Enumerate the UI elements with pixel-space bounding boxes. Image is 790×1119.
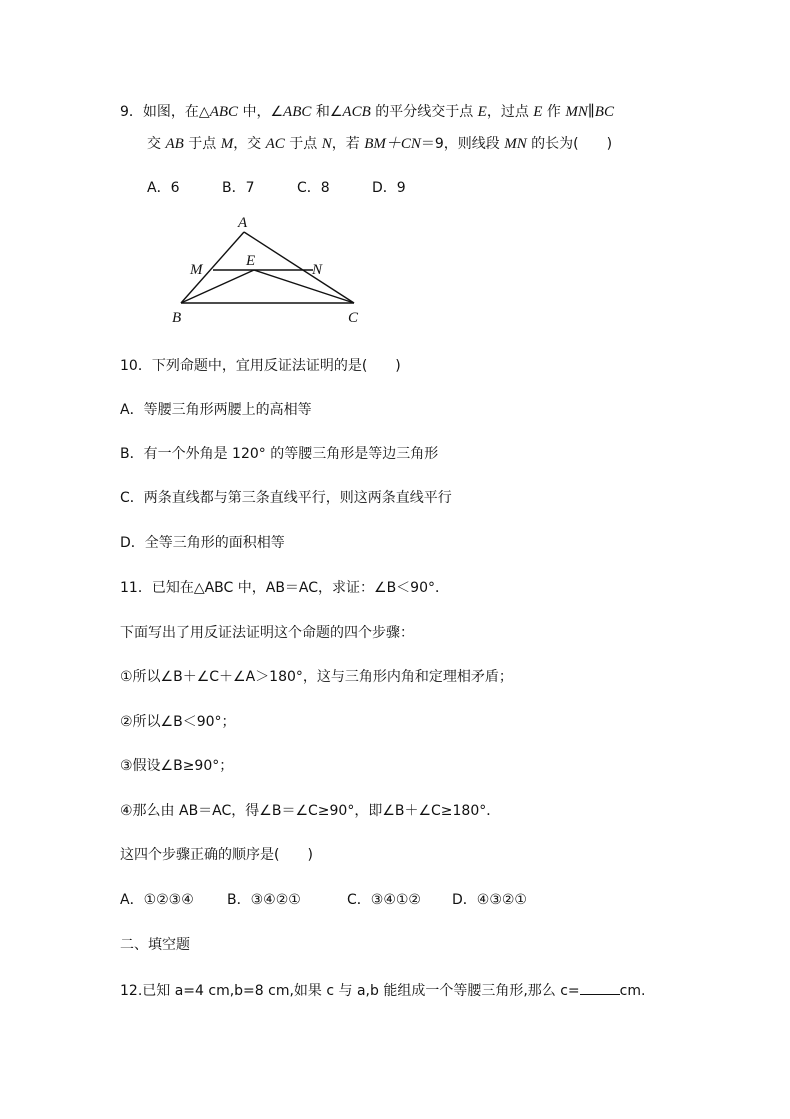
section-title-fill-in: 二、填空题: [120, 937, 190, 953]
q9-option-c: C．8: [297, 180, 330, 196]
label-c: C: [348, 310, 359, 326]
triangle-figure: [160, 205, 380, 335]
q9-stem-line2: 交 AB 于点 M，交 AC 于点 N，若 BM＋CN＝9，则线段 MN 的长为( ): [147, 136, 613, 152]
segment-ce: [254, 270, 354, 303]
side-ac: [244, 232, 354, 303]
q9-option-d: D．9: [372, 180, 406, 196]
q11-stem: 11．已知在△ABC 中，AB＝AC，求证：∠B＜90°．: [120, 580, 449, 596]
q10-option-a: A．等腰三角形两腰上的高相等: [120, 402, 312, 418]
label-a: A: [238, 215, 248, 231]
q11-step-3: ③假设∠B≥90°；: [120, 758, 234, 774]
q9-options: [147, 178, 406, 198]
q11-step-1: ①所以∠B＋∠C＋∠A＞180°，这与三角形内角和定理相矛盾；: [120, 669, 513, 685]
q9-option-a: A．6: [147, 180, 180, 196]
q10-stem: 10．下列命题中，宜用反证法证明的是( ): [120, 358, 401, 374]
label-b: B: [172, 310, 182, 326]
label-n: N: [312, 262, 323, 278]
label-e: E: [246, 253, 256, 269]
q11-options: [120, 890, 527, 910]
q9-stem-line1: 9．如图，在△ABC 中，∠ABC 和∠ACB 的平分线交于点 E，过点 E 作 MN∥BC: [120, 104, 614, 120]
q10-option-c: C．两条直线都与第三条直线平行，则这两条直线平行: [120, 490, 452, 506]
q11-question: 这四个步骤正确的顺序是( ): [120, 847, 313, 863]
q11-intro: 下面写出了用反证法证明这个命题的四个步骤：: [120, 625, 414, 641]
q9-option-b: B．7: [222, 180, 255, 196]
q10-option-b: B．有一个外角是 120° 的等腰三角形是等边三角形: [120, 446, 439, 462]
q11-step-2: ②所以∠B＜90°；: [120, 714, 236, 730]
q11-option-d: D．④③②①: [452, 892, 527, 908]
label-m: M: [190, 262, 203, 278]
q11-option-c: C．③④①②: [347, 892, 421, 908]
q11-option-b: B．③④②①: [227, 892, 301, 908]
q11-step-4: ④那么由 AB＝AC，得∠B＝∠C≥90°，即∠B＋∠C≥180°．: [120, 803, 501, 819]
q12-answer-blank[interactable]: [580, 980, 620, 995]
q12-stem: 12.已知 a=4 cm,b=8 cm,如果 c 与 a,b 能组成一个等腰三角形,那么 c= cm.: [120, 980, 645, 1001]
q11-option-a: A．①②③④: [120, 892, 194, 908]
q10-option-d: D．全等三角形的面积相等: [120, 535, 285, 551]
